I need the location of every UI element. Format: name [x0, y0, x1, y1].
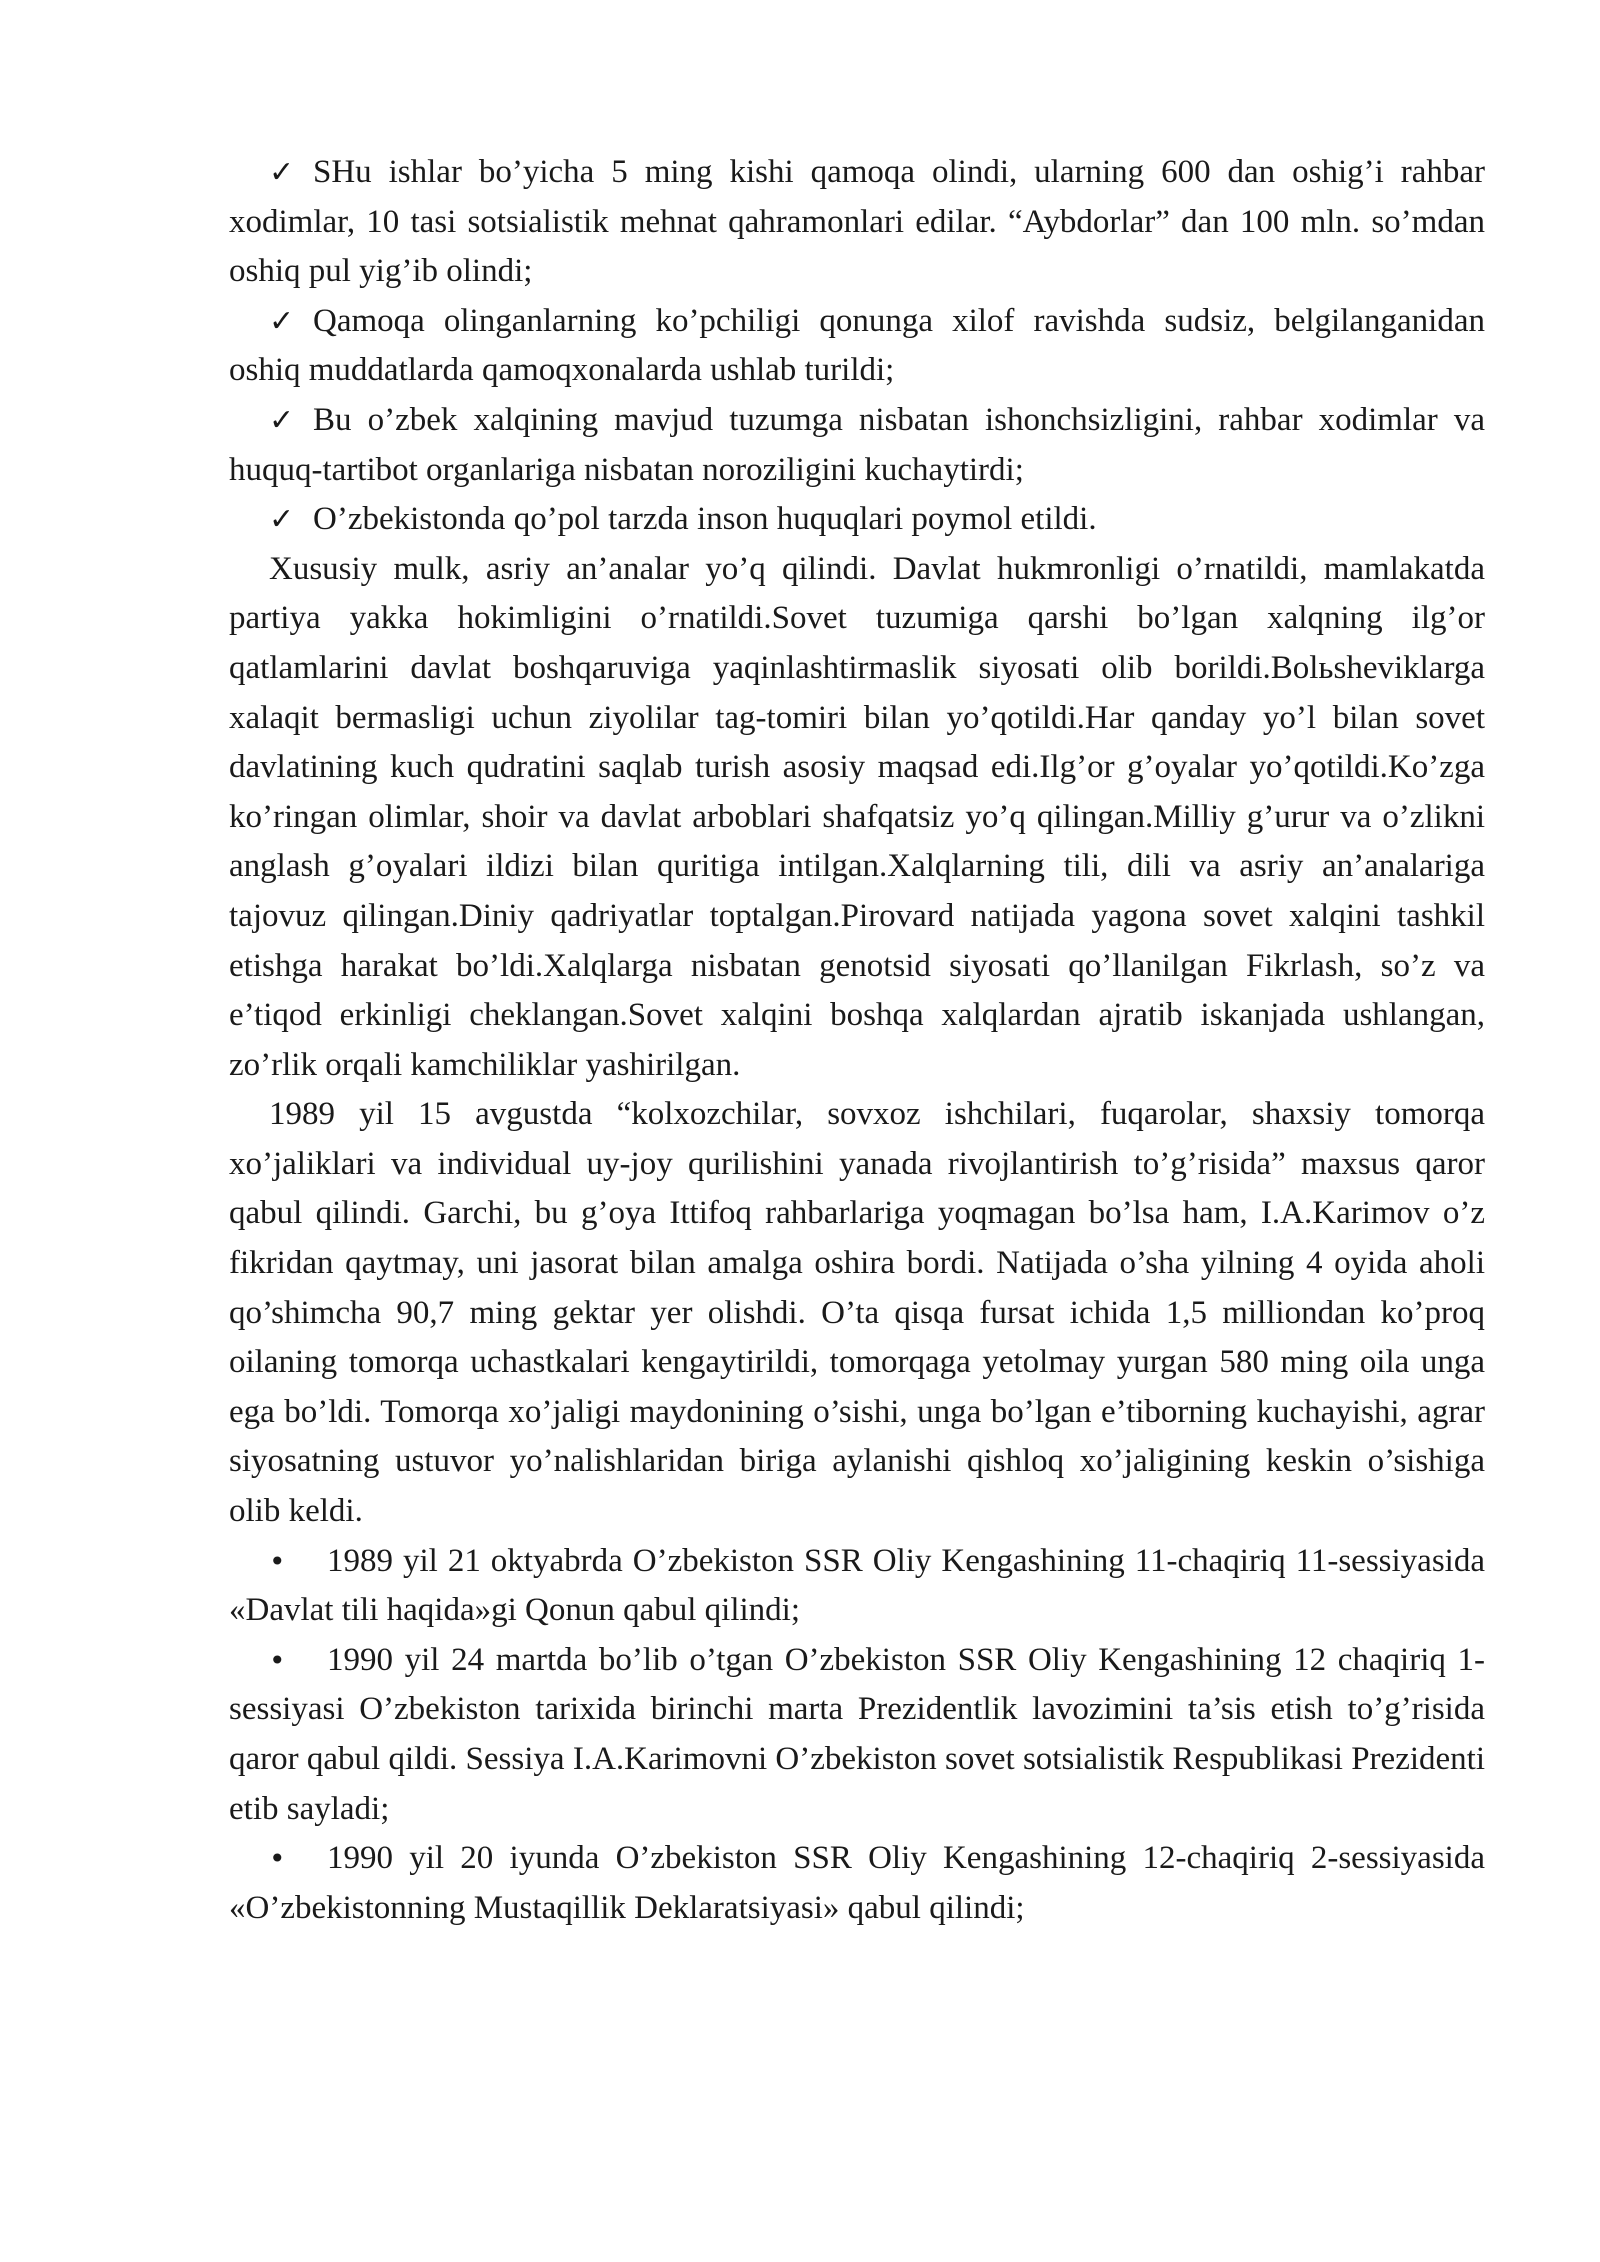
check-item-text: Qamoqa olinganlarning ko’pchiligi qonunga xilof ravishda sudsiz, belgilanganidan oshiq muddatlarda qamoqxonalarda ushlab turildi; [229, 302, 1485, 389]
check-item-text: O’zbekistonda qo’pol tarzda inson huquqlari poymol etildi. [313, 501, 1097, 538]
checkmark-icon: ✓ [269, 502, 295, 538]
body-paragraph: 1989 yil 15 avgustda “kolxozchilar, sovxoz ishchilari, fuqarolar, shaxsiy tomorqa xo’jaliklari va individual uy-joy qurilishini yanada rivojlantirish to’g’risida” maxsus qaror qabul qilindi. Garchi, bu g’oya Ittifoq rahbarlariga yoqmagan bo’lsa ham, I.A.Karimov o’z fikridan qaytmay, uni jasorat bilan amalga oshira bordi. Natijada o’sha yilning 4 oyida aholi qo’shimcha 90,7 ming gektar yer olishdi. O’ta qisqa fursat ichida 1,5 milliondan ko’proq oilaning tomorqa uchastkalari kengaytirildi, tomorqaga yetolmay yurgan 580 ming oila unga ega bo’ldi. Tomorqa xo’jaligi maydonining o’sishi, unga bo’lgan e’tiborning kuchayishi, agrar siyosatning ustuvor yo’nalishlaridan biriga aylanishi qishloq xo’jaligining keskin o’sishiga olib keldi. [229, 1096, 1485, 1530]
bullet-icon: • [269, 1643, 286, 1677]
bullet-item [229, 1537, 1485, 1636]
check-item [229, 495, 1485, 545]
checkmark-icon: ✓ [269, 402, 295, 438]
bullet-icon: • [269, 1544, 286, 1578]
check-item-text: Bu o’zbek xalqining mavjud tuzumga nisbatan ishonchsizligini, rahbar xodimlar va huquq-tartibot organlariga nisbatan noroziligini kuchaytirdi; [229, 401, 1485, 488]
bullet-icon: • [269, 1842, 286, 1876]
check-item [229, 148, 1485, 297]
bullet-item-text: 1990 yil 24 martda bo’lib o’tgan O’zbekiston SSR Oliy Kengashining 12 chaqiriq 1-sessiyasi O’zbekiston tarixida birinchi marta Prezidentlik lavozimini ta’sis etish to’g’risida qaror qabul qildi. Sessiya I.A.Karimovni O’zbekiston sovet sotsialistik Respublikasi Prezidenti etib sayladi; [229, 1641, 1485, 1827]
bullet-item-text: 1990 yil 20 iyunda O’zbekiston SSR Oliy Kengashining 12-chaqiriq 2-sessiyasida «O’zbekistonning Mustaqillik Deklaratsiyasi» qabul qilindi; [229, 1840, 1485, 1926]
checkmark-icon: ✓ [269, 155, 295, 190]
bullet-item [229, 1834, 1485, 1933]
check-item [229, 297, 1485, 396]
bullet-item [229, 1636, 1485, 1834]
check-item [229, 396, 1485, 495]
document-body [229, 148, 1485, 1933]
bullet-item-text: 1989 yil 21 oktyabrda O’zbekiston SSR Oliy Kengashining 11-chaqiriq 11-sessiyasida «Davlat tili haqida»gi Qonun qabul qilindi; [229, 1542, 1485, 1629]
check-item-text: SHu ishlar bo’yicha 5 ming kishi qamoqa olindi, ularning 600 dan oshig’i rahbar xodimlar, 10 tasi sotsialistik mehnat qahramonlari edilar. “Aybdorlar” dan 100 mln. so’mdan oshiq pul yig’ib olindi; [229, 154, 1485, 290]
body-paragraph: Xususiy mulk, asriy an’analar yo’q qilindi. Davlat hukmronligi o’rnatildi, mamlakatda partiya yakka hokimligini o’rnatildi.Sovet tuzumiga qarshi bo’lgan xalqning ilg’or qatlamlarini davlat boshqaruviga yaqinlashtirmaslik siyosati olib borildi.Bolьsheviklarga xalaqit bermasligi uchun ziyolilar tag-tomiri bilan yo’qotildi.Har qanday yo’l bilan sovet davlatining kuch qudratini saqlab turish asosiy maqsad edi.Ilg’or g’oyalar yo’qotildi.Ko’zga ko’ringan olimlar, shoir va davlat arboblari shafqatsiz yo’q qilingan.Milliy g’urur va o’zlikni anglash g’oyalari ildizi bilan quritiga intilgan.Xalqlarning tili, dili va asriy an’analariga tajovuz qilingan.Diniy qadriyatlar toptalgan.Pirovard natijada yagona sovet xalqini tashkil etishga harakat bo’ldi.Xalqlarga nisbatan genotsid siyosati qo’llanilgan Fikrlash, so’z va e’tiqod erkinligi cheklangan.Sovet xalqini boshqa xalqlardan ajratib iskanjada ushlangan, zo’rlik orqali kamchiliklar yashirilgan. [229, 550, 1485, 1083]
checkmark-icon: ✓ [269, 303, 295, 339]
